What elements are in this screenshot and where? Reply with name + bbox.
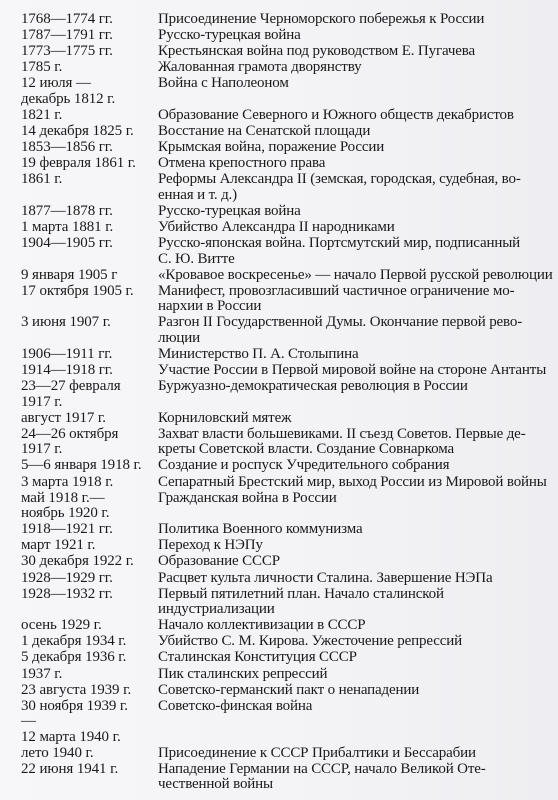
event-text: Создание и роспуск Учредительного собрания	[158, 457, 450, 474]
event-text: Образование СССР	[158, 553, 280, 570]
event-text: Присоединение к СССР Прибалтики и Бессарабии	[158, 744, 476, 761]
timeline-row	[0, 172, 558, 203]
event-date: 1877—1878 гг.	[21, 202, 113, 219]
event-date: 1914—1918 гг.	[21, 362, 113, 379]
event-date: май 1918 г.— ноябрь 1920 г.	[21, 489, 110, 522]
timeline-row	[0, 379, 558, 410]
event-date: 1768—1774 гг.	[21, 11, 113, 27]
timeline-row	[0, 762, 558, 793]
event-date: 22 июня 1941 г.	[21, 760, 119, 777]
timeline-row	[0, 284, 558, 315]
timeline-row	[0, 108, 558, 124]
event-text: Убийство С. М. Кирова. Ужесточение репрессий	[158, 633, 462, 650]
event-text: Корниловский мятеж	[158, 409, 292, 426]
timeline-row	[0, 347, 558, 363]
event-date: 23 августа 1939 г.	[21, 681, 132, 698]
event-text: «Кровавое воскресенье» — начало Первой русской революции	[158, 266, 553, 283]
timeline-row	[0, 140, 558, 156]
event-date: 1861 г.	[21, 171, 63, 188]
event-text: Сепаратный Брестский мир, выход России из Мировой войны	[158, 473, 547, 490]
event-date: 1906—1911 гг.	[21, 346, 113, 362]
event-text: Убийство Александра II народниками	[158, 219, 395, 236]
event-text: Образование Северного и Южного обществ декабристов	[158, 106, 514, 123]
event-text: Реформы Александра II (земская, городская, судебная, во- енная и т. д.)	[158, 171, 521, 203]
event-text: Манифест, провозгласивший частичное ограничение мо- нархии в России	[158, 282, 515, 315]
event-date: 23—27 февраля 1917 г.	[21, 378, 121, 410]
timeline-row	[0, 746, 558, 762]
event-text: Политика Военного коммунизма	[158, 521, 363, 538]
timeline-row	[0, 60, 558, 76]
event-date: осень 1929 г.	[21, 617, 102, 634]
event-date: 1904—1905 гг.	[21, 235, 113, 252]
event-text: Крестьянская война под руководством Е. Пугачева	[158, 43, 476, 60]
event-date: 1853—1856 гг.	[21, 139, 113, 156]
timeline-row	[0, 475, 558, 491]
timeline-row	[0, 76, 558, 107]
event-text: Присоединение Черноморского побережья к России	[158, 11, 485, 27]
timeline-row	[0, 650, 558, 666]
event-date: 3 марта 1918 г.	[21, 473, 114, 490]
timeline-row	[0, 538, 558, 554]
event-text: Переход к НЭПу	[158, 537, 263, 554]
event-date: 1937 г.	[21, 665, 63, 682]
event-text: Сталинская Конституция СССР	[158, 649, 357, 666]
event-date: 1773—1775 гг.	[21, 43, 113, 60]
event-text: Гражданская война в России	[158, 489, 337, 506]
timeline-row	[0, 667, 558, 683]
timeline-row	[0, 554, 558, 570]
timeline-row	[0, 363, 558, 379]
event-text: Министерство П. А. Столыпина	[158, 346, 359, 362]
event-text: Восстание на Сенатской площади	[158, 123, 371, 140]
event-date: 1787—1791 гг.	[21, 27, 113, 44]
timeline-row	[0, 683, 558, 699]
timeline-row	[0, 491, 558, 522]
timeline-row	[0, 204, 558, 220]
event-text: Пик сталинских репрессий	[158, 665, 328, 682]
timeline-row	[0, 522, 558, 538]
event-date: март 1921 г.	[21, 537, 96, 554]
event-date: 1821 г.	[21, 106, 63, 123]
event-text: Жалованная грамота дворянству	[158, 59, 362, 76]
chronology-table	[0, 12, 558, 793]
event-text: Нападение Германии на СССР, начало Великой Оте- чественной войны	[158, 760, 486, 793]
event-date: 1928—1932 гг.	[21, 585, 113, 602]
timeline-row	[0, 427, 558, 458]
event-date: 5—6 января 1918 г.	[21, 457, 142, 474]
event-date: 12 июля — декабрь 1812 г.	[21, 75, 116, 107]
timeline-row	[0, 411, 558, 427]
event-date: 30 ноября 1939 г.— 12 марта 1940 г.	[21, 697, 128, 745]
event-date: 1 марта 1881 г.	[21, 219, 114, 236]
timeline-row	[0, 12, 558, 28]
event-date: 9 января 1905 г	[21, 266, 118, 283]
event-date: 1918—1921 гг.	[21, 521, 113, 538]
timeline-row	[0, 618, 558, 634]
timeline-row	[0, 315, 558, 346]
timeline-row	[0, 458, 558, 474]
event-text: Захват власти большевиками. II съезд Советов. Первые де- креты Советской власти. Создание Совнаркома	[158, 425, 526, 458]
event-text: Участие России в Первой мировой войне на стороне Антанты	[158, 362, 547, 379]
event-date: 19 февраля 1861 г.	[21, 155, 136, 172]
event-date: август 1917 г.	[21, 409, 106, 426]
timeline-row	[0, 634, 558, 650]
event-date: 24—26 октября 1917 г.	[21, 425, 119, 458]
event-text: Советско-германский пакт о ненападении	[158, 681, 420, 698]
event-text: Русско-турецкая война	[158, 27, 301, 44]
event-text: Первый пятилетний план. Начало сталинской индустриализации	[158, 585, 444, 618]
event-date: 14 декабря 1825 г.	[21, 123, 134, 140]
timeline-row	[0, 44, 558, 60]
event-date: 30 декабря 1922 г.	[21, 553, 134, 570]
event-date: 17 октября 1905 г.	[21, 282, 134, 299]
event-date: 1 декабря 1934 г.	[21, 633, 127, 650]
timeline-row	[0, 268, 558, 284]
event-text: Разгон II Государственной Думы. Окончание первой рево- люции	[158, 314, 523, 346]
event-text: Война с Наполеоном	[158, 75, 289, 92]
event-date: 1785 г.	[21, 59, 63, 76]
event-date: 5 декабря 1936 г.	[21, 649, 127, 666]
timeline-row	[0, 220, 558, 236]
event-date: лето 1940 г.	[21, 744, 94, 761]
timeline-row	[0, 699, 558, 746]
event-text: Русско-японская война. Портсмутский мир, подписанный С. Ю. Витте	[158, 235, 521, 267]
event-text: Расцвет культа личности Сталина. Завершение НЭПа	[158, 569, 493, 586]
event-text: Крымская война, поражение России	[158, 139, 385, 156]
event-text: Отмена крепостного права	[158, 155, 326, 172]
timeline-row	[0, 124, 558, 140]
event-date: 1928—1929 гг.	[21, 569, 113, 586]
event-text: Русско-турецкая война	[158, 202, 301, 219]
timeline-row	[0, 587, 558, 618]
event-date: 3 июня 1907 г.	[21, 314, 111, 331]
event-text: Буржуазно-демократическая революция в России	[158, 378, 468, 395]
timeline-row	[0, 156, 558, 172]
timeline-row	[0, 571, 558, 587]
event-text: Советско-финская война	[158, 697, 313, 714]
timeline-row	[0, 236, 558, 267]
event-text: Начало коллективизации в СССР	[158, 617, 366, 634]
timeline-row	[0, 28, 558, 44]
